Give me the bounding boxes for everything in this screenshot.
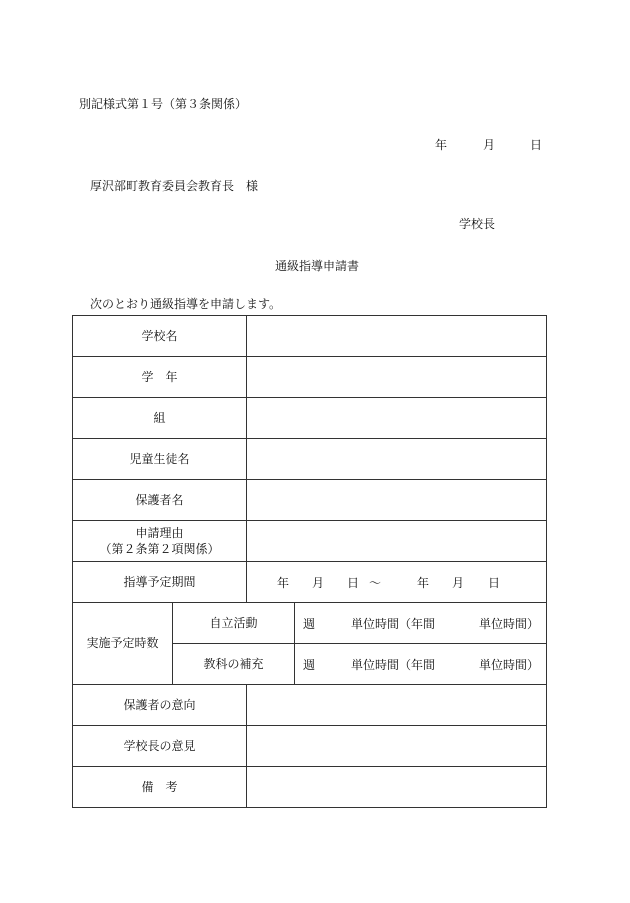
hours-week: 週 (303, 658, 316, 672)
label-grade: 学 年 (73, 357, 247, 398)
hours-week: 週 (303, 617, 316, 631)
date-year: 年 (435, 138, 448, 152)
hours-values (295, 644, 546, 684)
label-subject-supplement: 教科の補充 (173, 644, 295, 685)
table-row (73, 562, 547, 603)
table-row (73, 726, 547, 767)
period-start-month: 月 (312, 576, 325, 590)
field-guardian-intent[interactable] (247, 685, 547, 726)
field-school-name[interactable] (247, 316, 547, 357)
period-values (247, 562, 546, 602)
hours-unit-year: 単位時間（年間 (351, 617, 436, 631)
hours-unit-close: 単位時間） (479, 658, 540, 672)
table-row (73, 398, 547, 439)
table-row (73, 685, 547, 726)
field-grade[interactable] (247, 357, 547, 398)
table-row (73, 521, 547, 562)
field-independent-activity-hours[interactable] (295, 603, 547, 644)
period-start-year: 年 (277, 576, 290, 590)
label-guardian-intent: 保護者の意向 (73, 685, 247, 726)
form-number: 別記様式第１号（第３条関係） (79, 97, 248, 111)
period-tilde: ～ (369, 576, 382, 590)
label-school-name: 学校名 (73, 316, 247, 357)
table-row (73, 480, 547, 521)
label-planned-hours: 実施予定時数 (73, 603, 173, 685)
hours-unit-year: 単位時間（年間 (351, 658, 436, 672)
field-class[interactable] (247, 398, 547, 439)
field-guardian-name[interactable] (247, 480, 547, 521)
field-principal-opinion[interactable] (247, 726, 547, 767)
period-end-month: 月 (452, 576, 465, 590)
table-row (73, 357, 547, 398)
period-end-day: 日 (488, 576, 501, 590)
label-application-reason (73, 521, 247, 562)
date-month: 月 (483, 138, 496, 152)
hours-values (295, 603, 546, 643)
intro-text: 次のとおり通級指導を申請します。 (90, 297, 282, 311)
label-remarks: 備 考 (73, 767, 247, 808)
table-row (73, 603, 547, 644)
label-student-name: 児童生徒名 (73, 439, 247, 480)
sender-principal: 学校長 (459, 217, 496, 231)
label-guidance-period: 指導予定期間 (73, 562, 247, 603)
date-day: 日 (530, 138, 543, 152)
field-guidance-period[interactable] (247, 562, 547, 603)
field-application-reason[interactable] (247, 521, 547, 562)
table-row (73, 767, 547, 808)
reason-line-2: （第２条第２項関係） (99, 542, 220, 556)
label-independent-activity: 自立活動 (173, 603, 295, 644)
field-subject-supplement-hours[interactable] (295, 644, 547, 685)
period-end-year: 年 (417, 576, 430, 590)
addressee: 厚沢部町教育委員会教育長 様 (90, 179, 259, 193)
hours-unit-close: 単位時間） (479, 617, 540, 631)
field-student-name[interactable] (247, 439, 547, 480)
table-row (73, 316, 547, 357)
label-principal-opinion: 学校長の意見 (73, 726, 247, 767)
label-guardian-name: 保護者名 (73, 480, 247, 521)
label-class: 組 (73, 398, 247, 439)
period-start-day: 日 (347, 576, 360, 590)
application-table (72, 315, 547, 808)
table-row (73, 439, 547, 480)
field-remarks[interactable] (247, 767, 547, 808)
reason-line-1: 申請理由 (135, 525, 184, 540)
document-title: 通級指導申請書 (275, 259, 360, 273)
